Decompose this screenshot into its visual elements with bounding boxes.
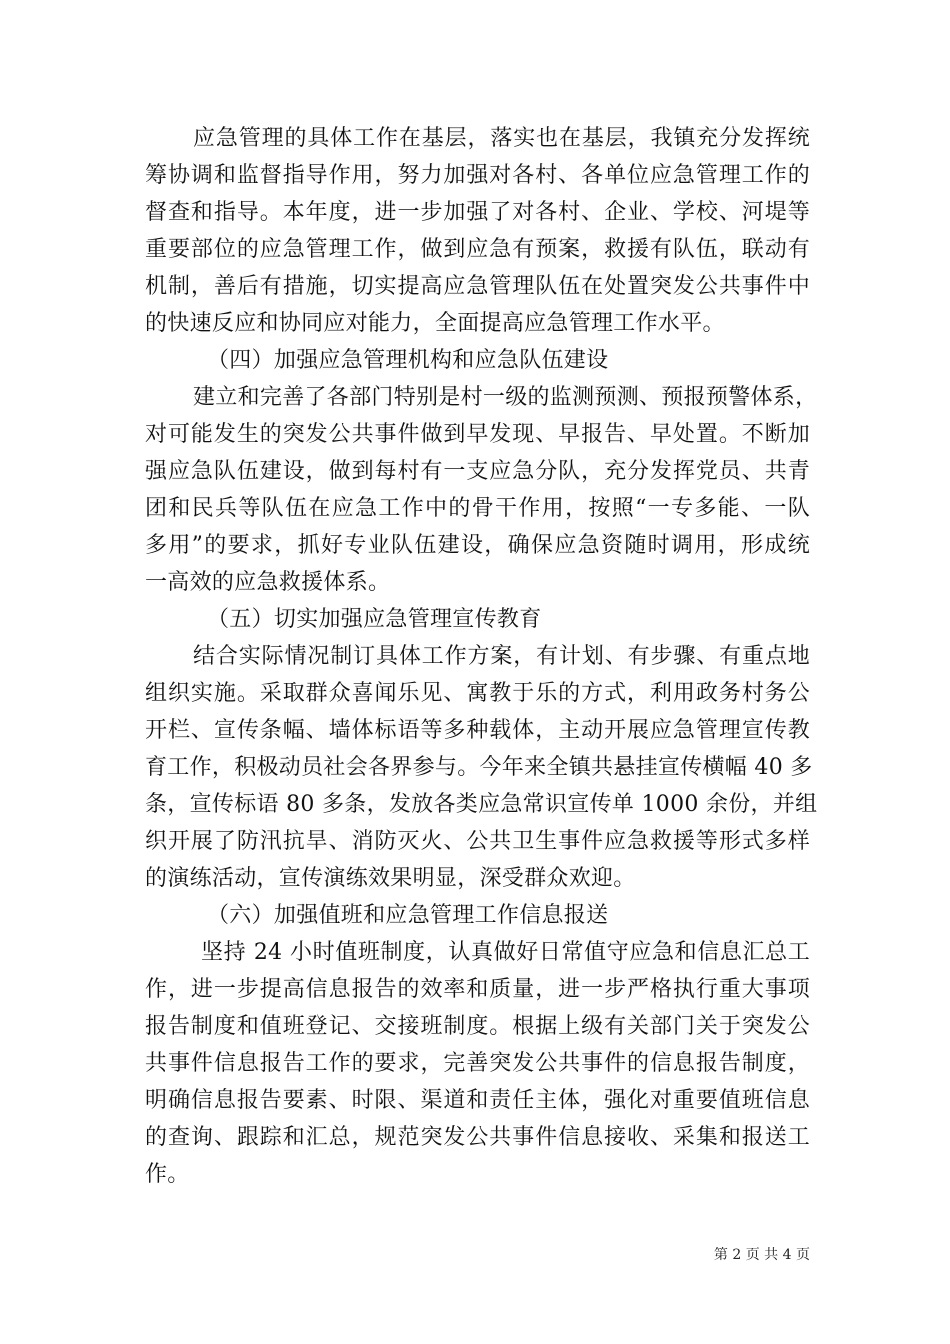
text-line: 共事件信息报告工作的要求，完善突发公共事件的信息报告制度， — [145, 1051, 810, 1076]
text-line: 的快速反应和协同应对能力，全面提高应急管理工作水平。 — [145, 311, 725, 336]
paragraph-emergency-management-basics — [145, 120, 810, 342]
text-line: 督查和指导。本年度，进一步加强了对各村、企业、学校、河堤等 — [145, 200, 810, 225]
text-line: 作，进一步提高信息报告的效率和质量，进一步严格执行重大事项 — [145, 977, 810, 1002]
paragraph-publicity-education — [145, 638, 818, 897]
text-line: 的查询、跟踪和汇总，规范突发公共事件信息接收、采集和报送工 — [145, 1125, 810, 1150]
text-line: 建立和完善了各部门特别是村一级的监测预测、预报预警体系， — [193, 385, 818, 410]
text-line: 织开展了防汛抗旱、消防灭火、公共卫生事件应急救援等形式多样 — [145, 829, 810, 854]
document-body — [145, 120, 818, 1193]
section-heading-6: （六）加强值班和应急管理工作信息报送 — [207, 903, 609, 928]
text-line: 结合实际情况制订具体工作方案，有计划、有步骤、有重点地 — [193, 644, 810, 669]
page-number-footer: 第 2 页 共 4 页 — [713, 1247, 810, 1263]
text-line: 多用”的要求，抓好专业队伍建设，确保应急资随时调用，形成统 — [145, 533, 810, 558]
text-line: 重要部位的应急管理工作，做到应急有预案，救援有队伍，联动有 — [145, 237, 810, 262]
text-line: 明确信息报告要素、时限、渠道和责任主体，强化对重要值班信息 — [145, 1088, 810, 1113]
text-line: 育工作，积极动员社会各界参与。今年来全镇共悬挂宣传横幅 40 多 — [145, 755, 813, 780]
paragraph-duty-reporting — [145, 934, 810, 1193]
section-heading-4: （四）加强应急管理机构和应急队伍建设 — [207, 348, 609, 373]
text-line: 强应急队伍建设，做到每村有一支应急分队，充分发挥党员、共青 — [145, 459, 810, 484]
paragraph-team-building — [145, 379, 818, 601]
text-line: 应急管理的具体工作在基层，落实也在基层，我镇充分发挥统 — [193, 126, 810, 151]
text-line: 坚持 24 小时值班制度，认真做好日常值守应急和信息汇总工 — [201, 940, 810, 965]
text-line: 组织实施。采取群众喜闻乐见、寓教于乐的方式，利用政务村务公 — [145, 681, 810, 706]
text-line: 一高效的应急救援体系。 — [145, 570, 391, 595]
section-heading-5: （五）切实加强应急管理宣传教育 — [207, 607, 542, 632]
text-line: 团和民兵等队伍在应急工作中的骨干作用，按照“一专多能、一队 — [145, 496, 810, 521]
text-line: 筹协调和监督指导作用，努力加强对各村、各单位应急管理工作的 — [145, 163, 810, 188]
text-line: 作。 — [145, 1162, 190, 1187]
text-line: 的演练活动，宣传演练效果明显，深受群众欢迎。 — [145, 866, 636, 891]
text-line: 对可能发生的突发公共事件做到早发现、早报告、早处置。不断加 — [145, 422, 810, 447]
text-line: 条，宣传标语 80 多条，发放各类应急常识宣传单 1000 余份，并组 — [145, 792, 818, 817]
text-line: 开栏、宣传条幅、墙体标语等多种载体，主动开展应急管理宣传教 — [145, 718, 810, 743]
text-line: 机制，善后有措施，切实提高应急管理队伍在处置突发公共事件中 — [145, 274, 810, 299]
text-line: 报告制度和值班登记、交接班制度。根据上级有关部门关于突发公 — [145, 1014, 810, 1039]
